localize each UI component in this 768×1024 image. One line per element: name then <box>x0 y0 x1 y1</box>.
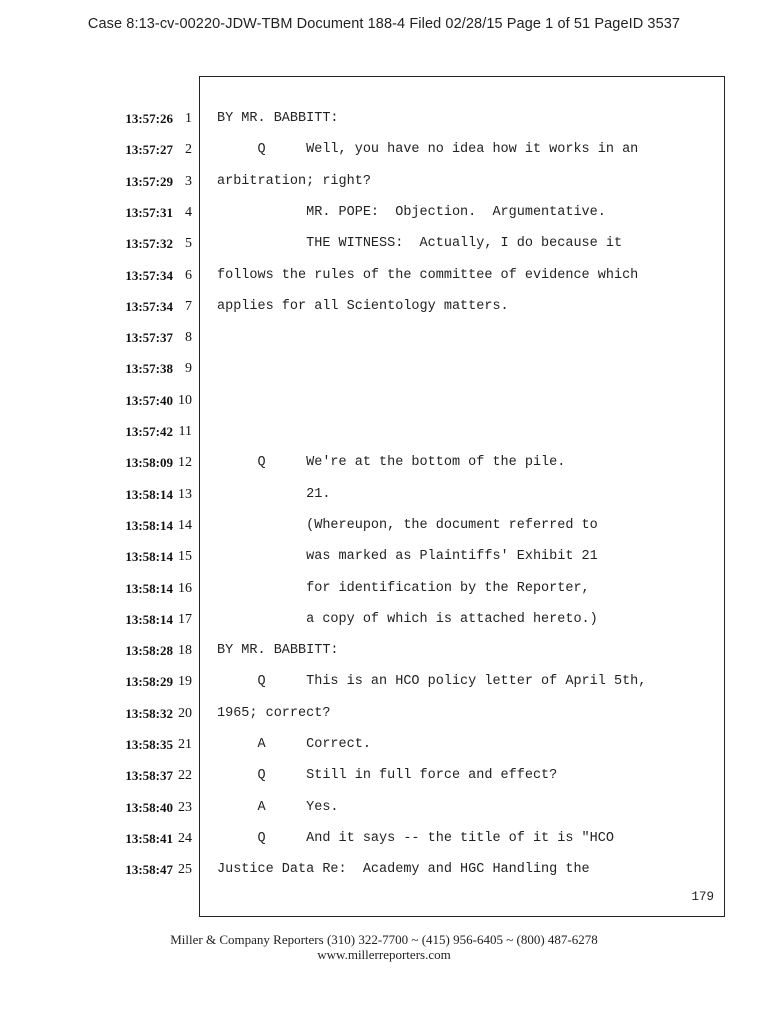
transcript-line <box>0 582 768 613</box>
line-number: 20 <box>178 705 192 721</box>
line-timestamp: 13:57:26 <box>125 111 173 126</box>
transcript-line <box>0 175 768 206</box>
transcript-line <box>0 675 768 706</box>
line-number: 24 <box>178 830 192 846</box>
transcript-line <box>0 613 768 644</box>
line-text: (Whereupon, the document referred to <box>217 517 598 533</box>
line-text: Q Well, you have no idea how it works in an <box>217 142 639 158</box>
transcript-line <box>0 425 768 456</box>
transcript-line <box>0 269 768 300</box>
line-text: Q Still in full force and effect? <box>217 768 558 784</box>
line-text: was marked as Plaintiffs' Exhibit 21 <box>217 549 598 565</box>
line-text: A Yes. <box>217 799 339 815</box>
transcript-line <box>0 738 768 769</box>
line-timestamp: 13:58:14 <box>125 549 173 565</box>
line-timestamp: 13:58:14 <box>125 611 173 627</box>
line-number: 10 <box>178 392 192 408</box>
transcript-line <box>0 644 768 675</box>
line-number: 22 <box>178 768 192 784</box>
line-number: 7 <box>185 298 192 314</box>
line-timestamp: 13:58:41 <box>125 830 173 846</box>
line-number: 19 <box>178 674 192 690</box>
line-text: for identification by the Reporter, <box>217 580 590 596</box>
line-text: applies for all Scientology matters. <box>217 298 509 314</box>
line-text: a copy of which is attached hereto.) <box>217 611 598 627</box>
line-number: 14 <box>178 517 192 533</box>
line-timestamp: 13:58:29 <box>125 674 173 690</box>
line-number: 12 <box>178 455 192 471</box>
line-number: 1 <box>185 111 192 126</box>
reporter-contact-line: Miller & Company Reporters (310) 322-7700 ~ (415) 956-6405 ~ (800) 487-6278 <box>170 932 598 947</box>
line-number: 13 <box>178 486 192 502</box>
transcript-line <box>0 550 768 581</box>
line-number: 16 <box>178 580 192 596</box>
line-number: 6 <box>185 267 192 283</box>
transcript-line <box>0 801 768 832</box>
line-text: BY MR. BABBITT: <box>217 111 339 126</box>
transcript-line <box>0 519 768 550</box>
line-timestamp: 13:58:09 <box>125 455 173 471</box>
line-number: 8 <box>185 330 192 346</box>
transcript-line <box>0 769 768 800</box>
line-timestamp: 13:57:32 <box>125 236 173 252</box>
line-number: 23 <box>178 799 192 815</box>
line-number: 9 <box>185 361 192 377</box>
line-timestamp: 13:57:31 <box>125 204 173 220</box>
line-number: 5 <box>185 236 192 252</box>
line-timestamp: 13:58:32 <box>125 705 173 721</box>
page-number: 179 <box>691 890 714 904</box>
line-number: 18 <box>178 643 192 659</box>
transcript-line <box>0 237 768 268</box>
line-text: BY MR. BABBITT: <box>217 643 339 659</box>
line-timestamp: 13:57:29 <box>125 173 173 189</box>
line-number: 21 <box>178 737 192 752</box>
line-number: 11 <box>178 424 192 439</box>
line-timestamp: 13:58:14 <box>125 517 173 533</box>
line-text: follows the rules of the committee of evidence which <box>217 267 639 283</box>
line-timestamp: 13:58:40 <box>125 799 173 815</box>
line-timestamp: 13:57:40 <box>125 392 173 408</box>
line-text: arbitration; right? <box>217 173 371 189</box>
line-timestamp: 13:57:37 <box>125 330 173 346</box>
line-timestamp: 13:57:42 <box>125 424 173 439</box>
transcript-line <box>0 143 768 174</box>
line-timestamp: 13:58:14 <box>125 486 173 502</box>
line-text: Justice Data Re: Academy and HGC Handling the <box>217 862 590 878</box>
line-text: Q This is an HCO policy letter of April 5th, <box>217 674 647 690</box>
line-number: 2 <box>185 142 192 158</box>
transcript-line <box>0 300 768 331</box>
line-text: THE WITNESS: Actually, I do because it <box>217 236 623 252</box>
line-text: MR. POPE: Objection. Argumentative. <box>217 204 606 220</box>
line-timestamp: 13:58:28 <box>125 643 173 659</box>
transcript-line <box>0 488 768 519</box>
transcript-line <box>0 362 768 393</box>
transcript-line <box>0 206 768 237</box>
line-number: 4 <box>185 204 192 220</box>
transcript-line <box>0 832 768 863</box>
line-number: 3 <box>185 173 192 189</box>
transcript-line <box>0 863 768 894</box>
transcript-line <box>0 331 768 362</box>
transcript-line <box>0 707 768 738</box>
line-text: 1965; correct? <box>217 705 331 721</box>
line-timestamp: 13:57:34 <box>125 267 173 283</box>
line-number: 15 <box>178 549 192 565</box>
line-number: 25 <box>178 862 192 878</box>
line-timestamp: 13:57:38 <box>125 361 173 377</box>
line-timestamp: 13:58:14 <box>125 580 173 596</box>
line-timestamp: 13:58:37 <box>125 768 173 784</box>
line-text: A Correct. <box>217 737 371 752</box>
line-text: Q And it says -- the title of it is "HCO <box>217 830 614 846</box>
line-timestamp: 13:57:34 <box>125 298 173 314</box>
transcript-line <box>0 456 768 487</box>
line-timestamp: 13:58:35 <box>125 737 173 752</box>
line-text: 21. <box>217 486 331 502</box>
line-number: 17 <box>178 611 192 627</box>
reporter-website: www.millerreporters.com <box>317 947 451 962</box>
line-timestamp: 13:57:27 <box>125 142 173 158</box>
line-timestamp: 13:58:47 <box>125 862 173 878</box>
case-header: Case 8:13-cv-00220-JDW-TBM Document 188-4 Filed 02/28/15 Page 1 of 51 PageID 3537 <box>87 16 681 32</box>
transcript-line <box>0 394 768 425</box>
transcript-line <box>0 112 768 143</box>
line-text: Q We're at the bottom of the pile. <box>217 455 566 471</box>
